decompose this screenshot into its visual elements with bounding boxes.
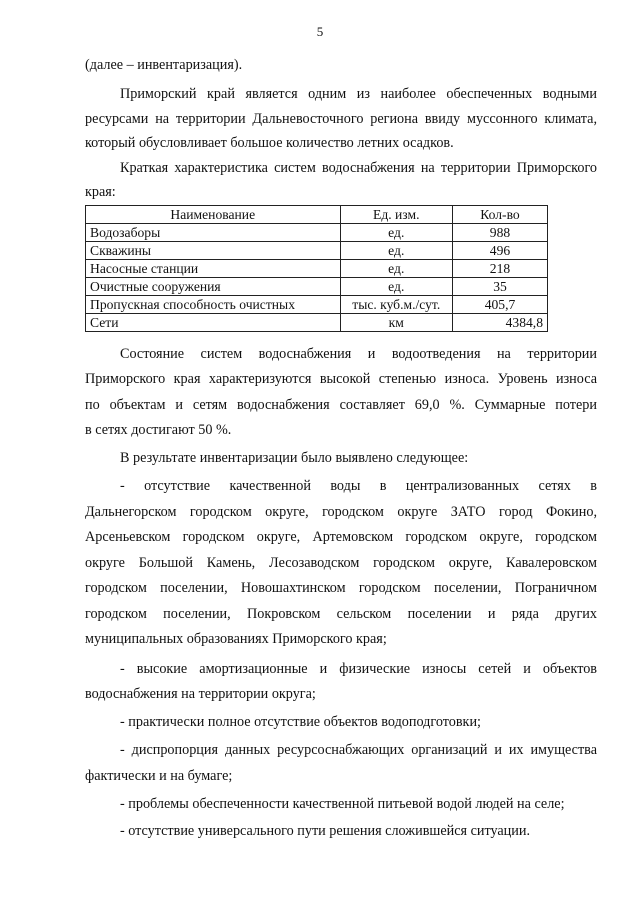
list-item-line: водоснабжения на территории округа;: [85, 686, 316, 702]
list-item-line: - диспропорция данных ресурсоснабжающих организаций и их имущества: [120, 742, 597, 758]
cell-qty: 35: [452, 278, 547, 296]
list-item-line: - отсутствие универсального пути решения сложившейся ситуации.: [120, 823, 531, 839]
list-item-line: - проблемы обеспеченности качественной питьевой водой людей на селе;: [120, 796, 565, 812]
cell-name: Очистные сооружения: [86, 278, 341, 296]
cell-qty: 496: [452, 242, 547, 260]
text-line: (далее – инвентаризация).: [85, 57, 243, 73]
table-header-row: [86, 206, 548, 224]
cell-name: Сети: [86, 314, 341, 332]
text-line: в сетях достигают 50 %.: [85, 422, 232, 438]
text-line: Приморский край является одним из наиболее обеспеченных водными: [120, 86, 597, 102]
text-line: Состояние систем водоснабжения и водоотведения на территории: [120, 346, 597, 362]
list-item-line: - отсутствие качественной воды в централизованных сетях в: [120, 478, 597, 494]
cell-qty: 218: [452, 260, 547, 278]
cell-unit: км: [340, 314, 452, 332]
page-number: 5: [316, 24, 324, 39]
column-header-name: Наименование: [86, 206, 341, 224]
cell-name: Водозаборы: [86, 224, 341, 242]
table-row: [86, 260, 548, 278]
cell-qty: 405,7: [452, 296, 547, 314]
text-line: ресурсами на территории Дальневосточного региона ввиду муссонного климата,: [85, 111, 597, 127]
cell-name: Насосные станции: [86, 260, 341, 278]
column-header-qty: Кол-во: [452, 206, 547, 224]
text-line: Приморского края характеризуются высокой степенью износа. Уровень износа: [85, 371, 597, 387]
list-item-line: городском поселении, Покровском сельском поселении и ряда других: [85, 606, 597, 622]
table-row: [86, 224, 548, 242]
list-item-line: округе Большой Камень, Лесозаводском городском округе, Кавалеровском: [85, 555, 597, 571]
cell-name: Пропускная способность очистных: [86, 296, 341, 314]
list-item-line: Арсеньевском городском округе, Артемовском городском округе, городском: [85, 529, 597, 545]
list-item-line: муниципальных образованиях Приморского края;: [85, 631, 387, 647]
table-row: [86, 296, 548, 314]
text-line: В результате инвентаризации было выявлено следующее:: [120, 450, 469, 466]
cell-unit: ед.: [340, 224, 452, 242]
text-line: который обусловливает большое количество летних осадков.: [85, 135, 454, 151]
text-line: Краткая характеристика систем водоснабжения на территории Приморского: [120, 160, 597, 176]
table-row: [86, 314, 548, 332]
cell-qty: 988: [452, 224, 547, 242]
list-item-line: - высокие амортизационные и физические износы сетей и объектов: [120, 661, 597, 677]
list-item-line: фактически и на бумаге;: [85, 768, 233, 784]
text-line: по объектам и сетям водоснабжения составляет 69,0 %. Суммарные потери: [85, 397, 597, 413]
cell-name: Скважины: [86, 242, 341, 260]
cell-unit: ед.: [340, 260, 452, 278]
list-item-line: Дальнегорском городском округе, городском округе ЗАТО город Фокино,: [85, 504, 597, 520]
table-row: [86, 278, 548, 296]
list-item-line: городском поселении, Новошахтинском городском поселении, Пограничном: [85, 580, 597, 596]
water-supply-table: [85, 205, 548, 332]
cell-unit: ед.: [340, 242, 452, 260]
cell-unit: тыс. куб.м./сут.: [340, 296, 452, 314]
text-line: края:: [85, 184, 116, 200]
cell-qty: 4384,8: [452, 314, 547, 332]
cell-unit: ед.: [340, 278, 452, 296]
list-item-line: - практически полное отсутствие объектов водоподготовки;: [120, 714, 481, 730]
table-row: [86, 242, 548, 260]
column-header-unit: Ед. изм.: [340, 206, 452, 224]
